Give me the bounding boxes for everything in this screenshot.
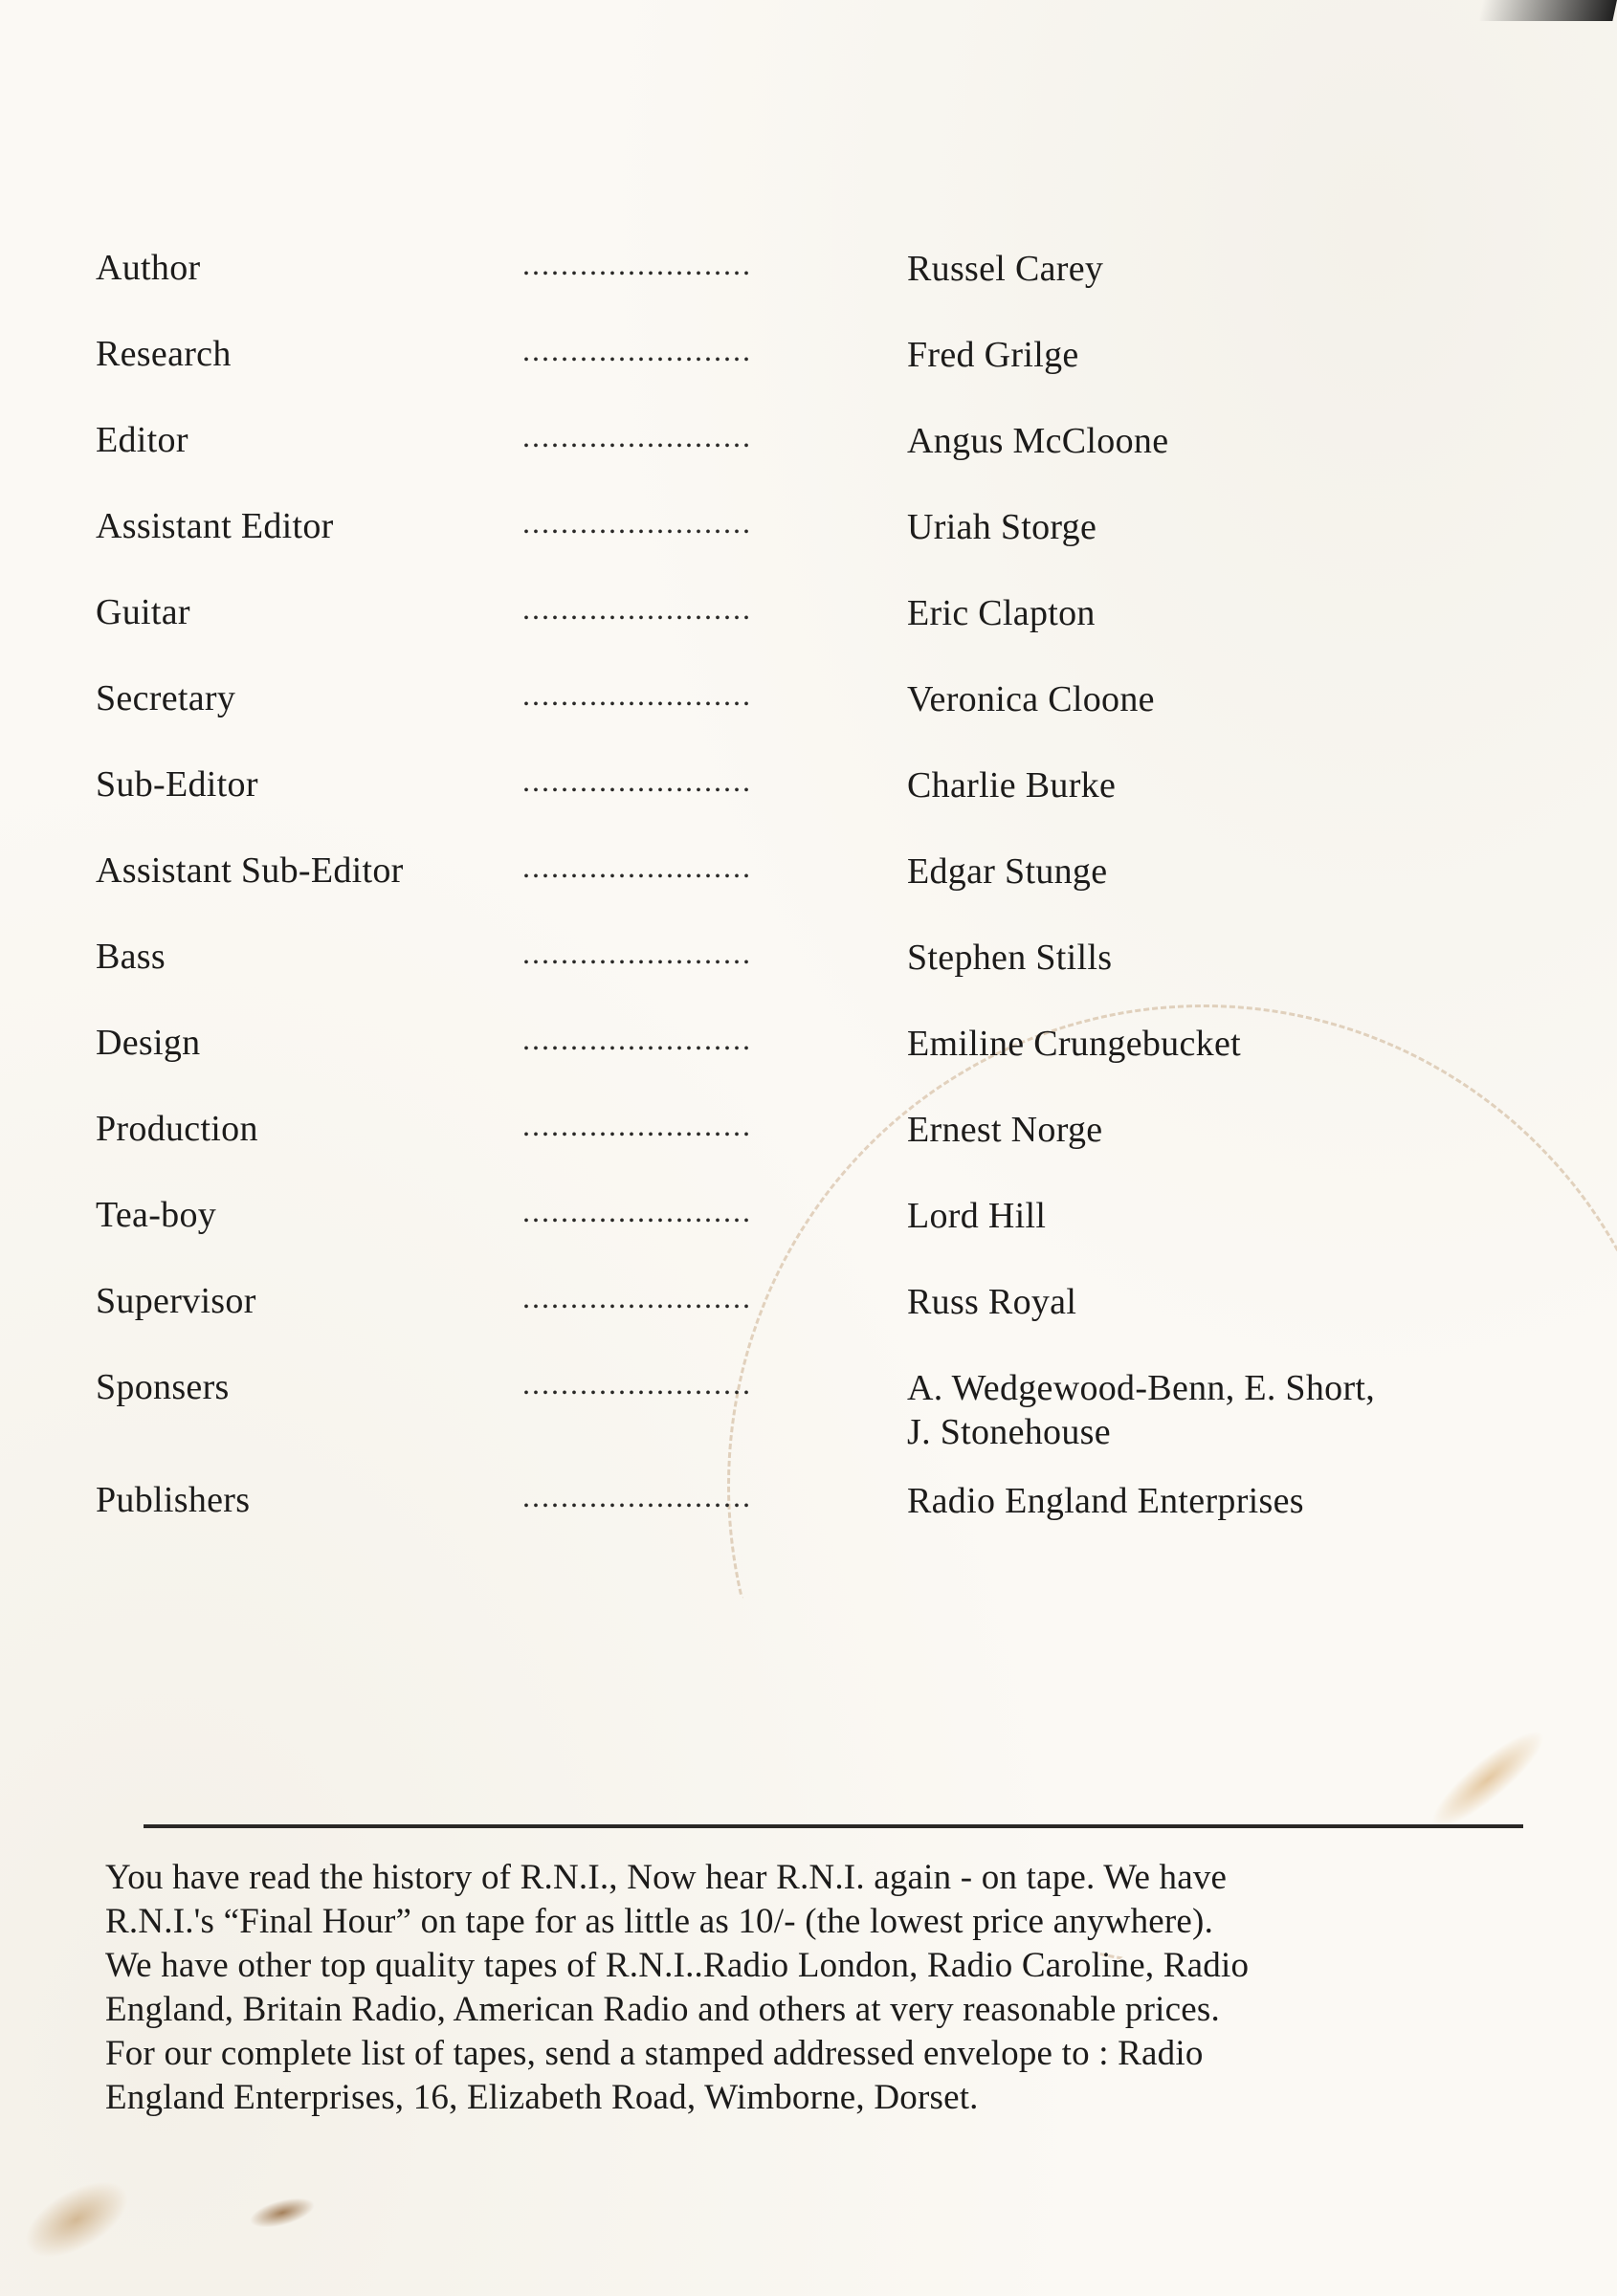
credit-name: Radio England Enterprises [907, 1481, 1304, 1521]
leader-dots: ........................ [522, 850, 752, 884]
tape-advertisement [105, 1856, 1521, 2120]
credit-role: Sub-Editor [96, 764, 258, 805]
credit-row [96, 333, 1473, 419]
credit-row [96, 936, 1473, 1022]
credit-name: Angus McCloone [907, 421, 1169, 461]
credit-row [96, 677, 1473, 763]
credit-role: Tea-boy [96, 1195, 217, 1235]
credit-row [96, 1108, 1473, 1194]
credit-name: Emiline Crungebucket [907, 1024, 1241, 1064]
credit-name-line: A. Wedgewood-Benn, E. Short, [907, 1368, 1376, 1408]
credit-name: Uriah Storge [907, 507, 1097, 547]
leader-dots: ........................ [522, 333, 752, 367]
credit-name: Eric Clapton [907, 593, 1096, 633]
leader-dots: ........................ [522, 1366, 752, 1401]
leader-dots: ........................ [522, 1108, 752, 1142]
leader-dots: ........................ [522, 505, 752, 540]
credit-row [96, 850, 1473, 936]
credit-row [96, 1366, 1473, 1479]
credit-role: Research [96, 334, 232, 374]
credit-name [907, 1366, 1375, 1454]
leader-dots: ........................ [522, 677, 752, 712]
credit-name: Russ Royal [907, 1282, 1077, 1322]
advert-line: R.N.I.'s “Final Hour” on tape for as little as 10/- (the lowest price anywhere). [105, 1902, 1214, 1941]
leader-dots: ........................ [522, 763, 752, 798]
credit-name: Charlie Burke [907, 765, 1117, 806]
leader-dots: ........................ [522, 591, 752, 626]
credit-role: Supervisor [96, 1281, 256, 1321]
advert-line: England, Britain Radio, American Radio and others at very reasonable prices. [105, 1990, 1220, 2029]
page-corner-shadow [1478, 0, 1617, 21]
credit-role: Assistant Editor [96, 506, 334, 546]
credit-name: Russel Carey [907, 249, 1104, 289]
advert-line: England Enterprises, 16, Elizabeth Road, Wimborne, Dorset. [105, 2078, 979, 2117]
credit-row [96, 591, 1473, 677]
credit-name: Ernest Norge [907, 1110, 1103, 1150]
credit-row [96, 247, 1473, 333]
credit-row [96, 419, 1473, 505]
credit-name: Fred Grilge [907, 335, 1079, 375]
credit-role: Secretary [96, 678, 236, 718]
leader-dots: ........................ [522, 1194, 752, 1228]
credit-role: Author [96, 248, 201, 288]
credit-role: Design [96, 1023, 201, 1063]
credit-role: Assistant Sub-Editor [96, 850, 404, 891]
credit-role: Guitar [96, 592, 190, 632]
credit-role: Production [96, 1109, 258, 1149]
credit-role: Publishers [96, 1480, 251, 1520]
leader-dots: ........................ [522, 936, 752, 970]
credit-row [96, 763, 1473, 850]
credit-name: Stephen Stills [907, 938, 1113, 978]
credit-role: Sponsers [96, 1367, 230, 1407]
leader-dots: ........................ [522, 247, 752, 281]
credit-row [96, 1022, 1473, 1108]
stain-mark [12, 2166, 141, 2273]
advert-line: For our complete list of tapes, send a stamped addressed envelope to : Radio [105, 2034, 1204, 2073]
horizontal-rule [144, 1824, 1523, 1828]
credit-name: Veronica Cloone [907, 679, 1155, 719]
credit-role: Editor [96, 420, 188, 460]
credit-role: Bass [96, 937, 166, 977]
credit-name: Edgar Stunge [907, 851, 1108, 892]
credit-row [96, 1280, 1473, 1366]
leader-dots: ........................ [522, 419, 752, 453]
credit-row [96, 1479, 1473, 1565]
credits-list [96, 247, 1473, 1565]
advert-line: We have other top quality tapes of R.N.I..Radio London, Radio Caroline, Radio [105, 1946, 1250, 1985]
leader-dots: ........................ [522, 1479, 752, 1513]
stain-mark [247, 2192, 318, 2233]
credit-row [96, 1194, 1473, 1280]
credit-name: Lord Hill [907, 1196, 1047, 1236]
leader-dots: ........................ [522, 1280, 752, 1314]
advert-line: You have read the history of R.N.I., Now hear R.N.I. again - on tape. We have [105, 1858, 1228, 1897]
credit-name-line: J. Stonehouse [907, 1412, 1111, 1452]
leader-dots: ........................ [522, 1022, 752, 1056]
credit-row [96, 505, 1473, 591]
